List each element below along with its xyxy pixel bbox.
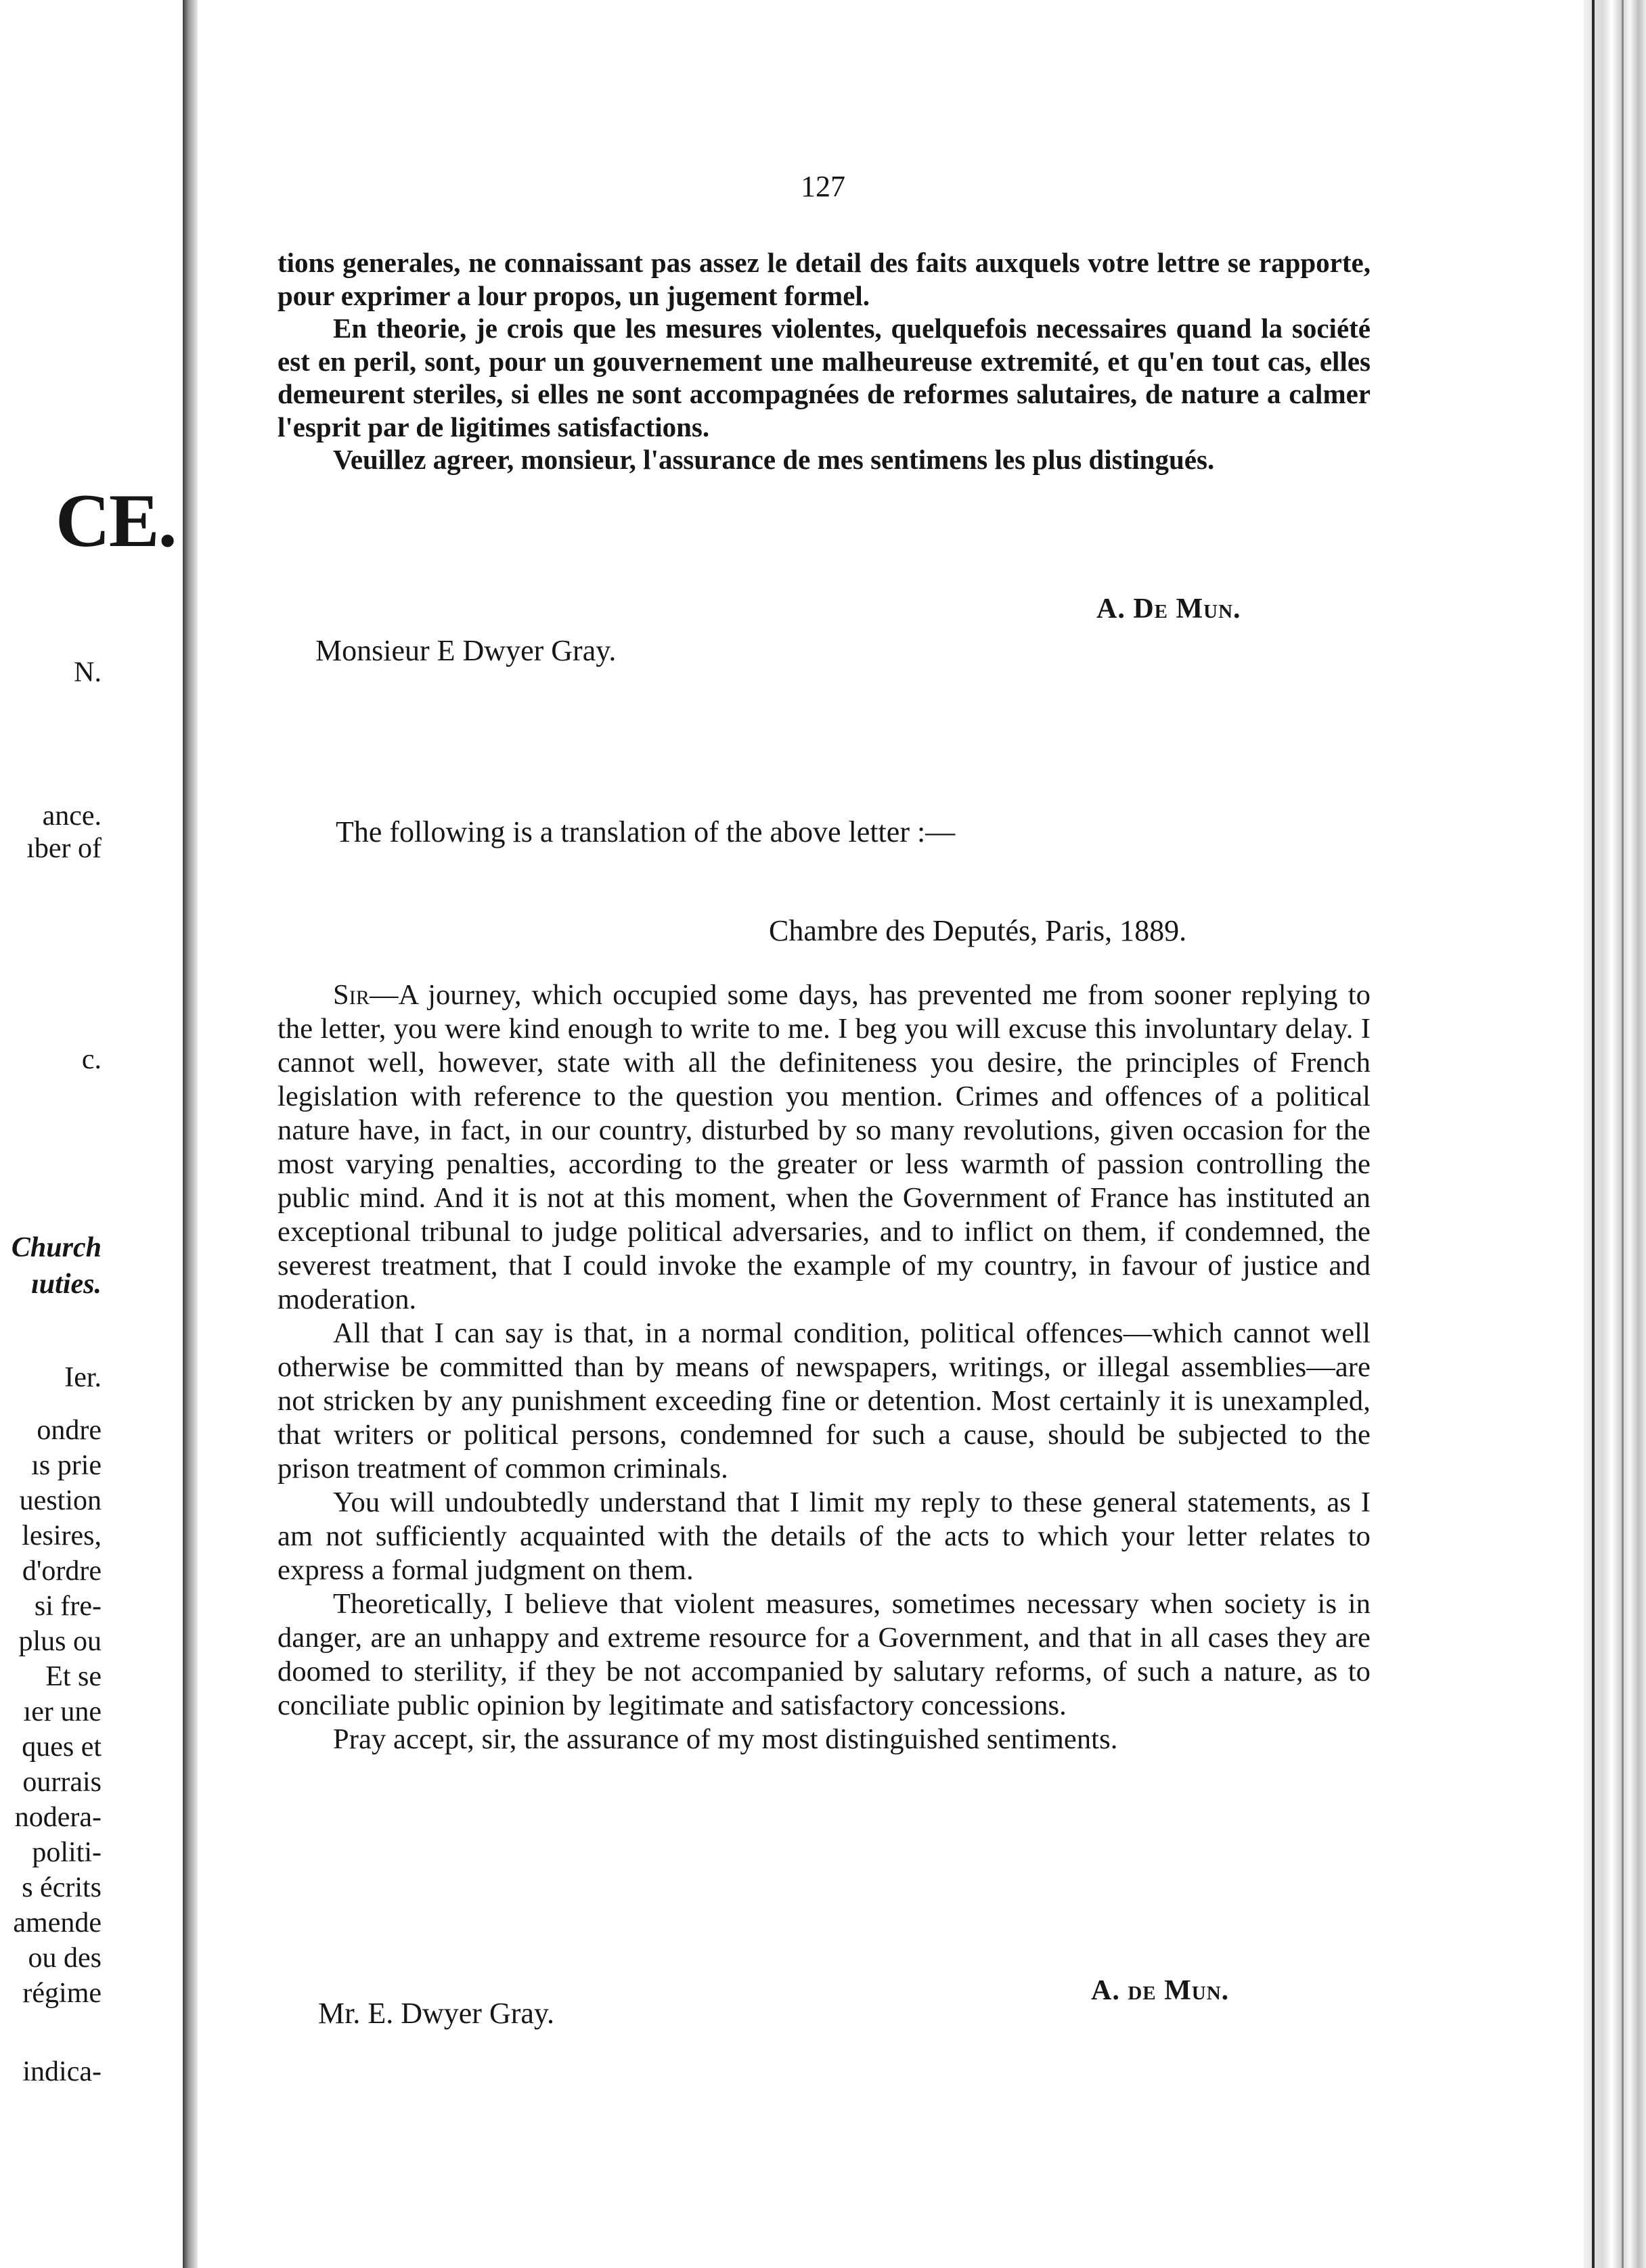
english-paragraph: Theoretically, I believe that violent measures, sometimes necessary when society is in danger, are an unhappy and extreme resource for a Government, and that in all cases they are doomed to sterility, if they be not accompanied by salutary reforms, of such a nature, as to conciliate public opinion by legitimate and satisfactory concessions. [277,1588,1371,1721]
left-page-fragment: uestion [19,1485,102,1516]
binding-gutter-shadow [183,0,198,2268]
english-paragraph: All that I can say is that, in a normal condition, political offences—which cannot well otherwise be committed than by means of newspapers, writings, or illegal assemblies—are not stricken by any punishment exceeding fine or detention. Most certainly it is unexampled, that writers or political persons, condemned for such a cause, should be subjected to the prison treatment of common criminals. [277,1317,1371,1484]
left-page-fragment: régime [22,1978,102,2009]
left-page-fragment: c. [81,1044,102,1075]
page-number: 127 [801,170,845,203]
left-page-fragment: ıs prie [31,1450,102,1481]
english-signature: A. de Mun. [1091,1975,1230,2006]
left-page-fragment: si fre- [34,1591,102,1622]
left-page-fragment: ou des [28,1943,102,1974]
left-page-italic-fragment: ıuties. [31,1269,102,1300]
left-page-fragment: amende [13,1907,102,1938]
left-page-italic-fragment: Church [11,1232,102,1263]
french-paragraph: En theorie, je crois que les mesures violentes, quelquefois necessaires quand la société est en peril, sont, pour un gouvernement une malheureuse extremité, et qu'en tout cas, elles demeurent steriles, si elles ne sont accompagnées de reformes salutaires, de nature a calmer l'esprit par de ligitimes satisfactions. [277,313,1371,443]
french-paragraph: tions generales, ne connaissant pas assez le detail des faits auxquels votre lettre se rapporte, pour exprimer a lour propos, un jugement formel. [277,247,1371,311]
date-line: Chambre des Deputés, Paris, 1889. [769,914,1187,947]
english-letter-body [277,978,1371,1756]
english-paragraph: You will undoubtedly understand that I limit my reply to these general statements, as I am not sufficiently acquainted with the details of the acts to which your letter relates to express a formal judgment on them. [277,1487,1371,1586]
left-page-fragment: ondre [37,1415,102,1446]
french-addressee: Monsieur E Dwyer Gray. [315,634,617,667]
translation-intro: The following is a translation of the above letter :— [336,815,956,848]
left-page-fragment: indica- [22,2056,102,2087]
left-page-fragment: Ier. [64,1362,102,1393]
left-page-fragment: Et se [45,1661,102,1692]
english-paragraph-text: —A journey, which occupied some days, has prevented me from sooner replying to the letter, you were kind enough to write to me. I beg you will excuse this involuntary delay. I cannot well, however, state with all the definiteness you desire, the principles of French legislation with reference to the question you mention. Crimes and offences of a political nature have, in fact, in our country, disturbed by so many revolutions, given occasion for the most varying penalties, according to the greater or less warmth of passion controlling the public mind. And it is not at this moment, when the Government of France has instituted an exceptional tribunal to judge political adversaries, and to inflict on them, if condemned, the severest treatment, that I could invoke the example of my country, in favour of justice and moderation. [277,979,1371,1315]
french-letter-body [277,246,1371,476]
english-addressee: Mr. E. Dwyer Gray. [318,1997,555,2030]
salutation: Sir [333,979,370,1011]
left-page-fragment: lesires, [22,1520,102,1551]
english-paragraph: Pray accept, sir, the assurance of my most distinguished sentiments. [333,1723,1118,1755]
left-page-fragment: s écrits [22,1872,102,1903]
left-page-fragment: plus ou [18,1626,102,1657]
left-page-heading-fragment: CE. [55,479,176,563]
left-page-fragment: nodera- [14,1802,102,1833]
left-page-fragment: politi- [32,1837,102,1868]
left-page-fragment: ance. [42,800,102,832]
english-paragraph-first [277,978,1371,1317]
left-page-fragment: N. [74,657,102,688]
left-page-fragment: d'ordre [22,1556,102,1587]
french-signature: A. De Mun. [1096,593,1241,625]
french-paragraph: Veuillez agreer, monsieur, l'assurance de mes sentimens les plus distingués. [333,444,1215,475]
page-edge-line-secondary [1622,0,1624,2268]
left-page-fragment: ques et [22,1731,102,1763]
page-edge-line [1592,0,1595,2268]
left-page-fragment: ourrais [22,1767,102,1798]
left-page-fragment: ıber of [26,833,102,864]
left-page-fragment: ıer une [23,1696,102,1727]
